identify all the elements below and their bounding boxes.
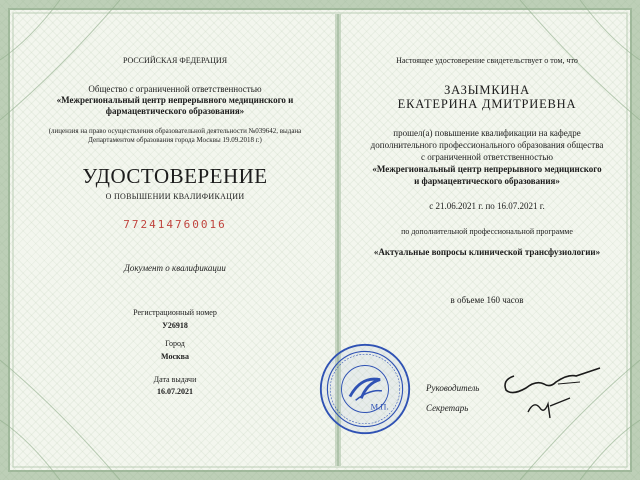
program-label: по дополнительной профессиональной программе	[401, 227, 573, 236]
recipient-surname: ЗАЗЫМКИНА	[444, 83, 530, 97]
study-period: с 21.06.2021 г. по 16.07.2021 г.	[429, 201, 545, 211]
issue-date-value: 16.07.2021	[157, 387, 193, 396]
document-type: Документ о квалификации	[124, 263, 226, 273]
city-value: Москва	[161, 352, 189, 361]
document-title: УДОСТОВЕРЕНИЕ	[82, 164, 268, 188]
org-name-line1: «Межрегиональный центр непрерывного медицинского и	[56, 95, 294, 105]
city-label: Город	[165, 339, 185, 348]
reg-number-value: У26918	[162, 321, 188, 330]
passed-line3: с ограниченной ответственностью	[420, 152, 554, 162]
serial-number: 772414760016	[123, 218, 227, 231]
stamp-mp-text: М.П.	[370, 401, 389, 412]
passed-line2: дополнительного профессионального образования общества	[370, 140, 604, 150]
secretary-label: Секретарь	[426, 403, 469, 413]
org-name-line1: «Межрегиональный центр непрерывного медицинского	[372, 164, 602, 174]
issue-date-label: Дата выдачи	[153, 375, 197, 384]
left-panel	[24, 0, 326, 480]
license-line1: (лицензия на право осуществления образовательной деятельности №039642, выдана	[48, 127, 302, 135]
course-volume: в объеме 160 часов	[450, 295, 524, 305]
org-name-line2: и фармацевтического образования»	[414, 176, 560, 186]
country-name: РОССИЙСКАЯ ФЕДЕРАЦИЯ	[122, 56, 228, 65]
official-stamp	[318, 342, 412, 436]
head-label: Руководитель	[426, 383, 480, 393]
license-line2: Департаментом образования города Москвы 19.09.2018 г.)	[88, 136, 262, 144]
secretary-signature	[520, 392, 580, 422]
org-type: Общество с ограниченной ответственностью	[88, 84, 262, 94]
passed-line1: прошел(а) повышение квалификации на кафедре	[393, 128, 581, 138]
reg-number-label: Регистрационный номер	[133, 308, 217, 317]
recipient-given-names: ЕКАТЕРИНА ДМИТРИЕВНА	[397, 97, 577, 111]
program-name: «Актуальные вопросы клинической трансфузиологии»	[373, 247, 601, 257]
org-name-line2: фармацевтического образования»	[105, 106, 245, 116]
document-subtitle: О ПОВЫШЕНИИ КВАЛИФИКАЦИИ	[105, 192, 245, 201]
intro-text: Настоящее удостоверение свидетельствует о том, что	[396, 56, 578, 65]
